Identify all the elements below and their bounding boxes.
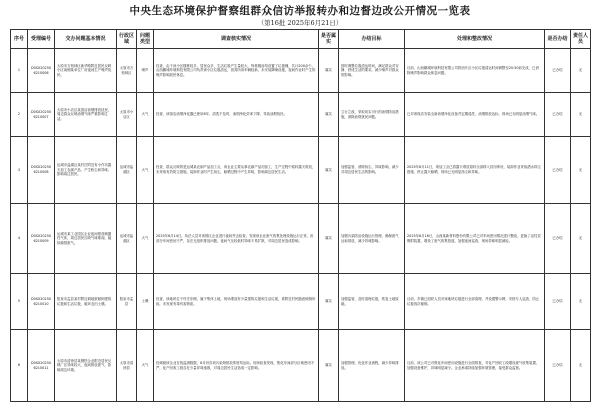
header-goal: 办结目标 [339, 30, 405, 49]
cell-seq: 4 [11, 204, 28, 274]
cell-done: 已办结 [545, 137, 571, 204]
cell-code: D0SX202506210011 [28, 330, 55, 402]
cell-done: 已办结 [545, 93, 571, 137]
cell-code: D0SX202506210009 [28, 204, 55, 274]
cell-goal: 加强管理，优化作业流程，减少异味排放。 [339, 330, 405, 402]
cell-category: 大气 [137, 93, 154, 137]
cell-owner: 无 [571, 93, 591, 137]
cell-category: 噪声 [137, 49, 154, 93]
header-category: 问题类型 [137, 30, 154, 49]
cell-code: D0SX202506210006 [28, 49, 55, 93]
cell-handling: 目前，该公司已对焦化车间密闭设施进行全面排查，对化产回收工段增设废气收集装置，加强设备维护，异味明显减少。企业承诺持续加强环境管理，接受群众监督。 [405, 330, 545, 402]
cell-verify: 经查，由于该小区楼栋较多，居民众多，生活垃圾产生量较大，每栋楼前均设置了垃圾桶，共计200余个。山西鹏城环境科技有限公司负责该小区垃圾清运，因其所用车辆较新，未安装降噪设施，夜间作业时产生的噪声影响居民休息。 [154, 49, 319, 93]
cell-handling: 已对该饭店安装全新油烟净化设备并定期清洗，油烟排放达标，现场已无明显油烟气味。 [405, 93, 545, 137]
cell-code: D0SX202506210010 [28, 274, 55, 330]
cell-handling: 2025年6月16日，山西某新材料股份有限公司已对车间密闭情况进行整改，更换了活性炭吸附装置，增设了废气收集管道，加强夜间巡查，现场异味明显减轻。 [405, 204, 545, 274]
cell-goal: 立行立改，采取切实可行的油烟防治措施，消除油烟扰民问题。 [339, 93, 405, 137]
cell-owner: 无 [571, 49, 591, 93]
complaint-table [10, 29, 591, 402]
cell-seq: 1 [11, 49, 28, 93]
cell-seq: 5 [11, 274, 28, 330]
cell-owner: 无 [571, 204, 591, 274]
cell-goal: 加强监管，消除扬尘、异味影响，减少对周边居民生活的影响。 [339, 137, 405, 204]
cell-is-true: 属实 [319, 137, 339, 204]
table-header-row [11, 30, 591, 49]
cell-code: D0SX202506210008 [28, 137, 55, 204]
table-row [11, 330, 591, 402]
cell-district: 运城市盐湖区 [117, 137, 137, 204]
cell-verify: 经查，群众反映的是运城某农副产品加工点，该企业主要从事农副产品初加工，生产过程中原料露天堆放，未采取有效防尘措施，装卸作业时产生扬尘，晾晒过程中产生异味，影响周边居民生活。 [154, 137, 319, 204]
cell-issue: 运城市某工业园区企业夜间排放刺激性气体，周边居民反映气味难闻，疑似偷排废气。 [55, 204, 117, 274]
cell-done: 已办结 [545, 330, 571, 402]
table-row [11, 274, 591, 330]
cell-category: 大气 [137, 204, 154, 274]
table-row [11, 137, 591, 204]
cell-goal: 按时调整垃圾清运时间，满足群众对安静、舒适生活的要求。减少噪声对群众的影响。 [339, 49, 405, 93]
header-is-true: 是否属实 [319, 30, 339, 49]
cell-is-true: 属实 [319, 204, 339, 274]
cell-handling: 目前，山西鹏城环境科技有限公司将西片区小区垃圾清运时间调整至20:30前完成，已消除噪声影响群众休息问题。 [405, 49, 545, 93]
header-done: 是否办结 [545, 30, 571, 49]
cell-is-true: 属实 [319, 330, 339, 402]
header-seq: 序号 [11, 30, 28, 49]
cell-seq: 6 [11, 330, 28, 402]
cell-category: 大气 [137, 330, 154, 402]
cell-seq: 2 [11, 93, 28, 137]
cell-handling: 2025年6月11日，该加工点已将露天堆放原料全部移入封闭库房，装卸作业采取洒水抑尘措施，停止露天晾晒，现场已无明显扬尘和异味。 [405, 137, 545, 204]
cell-issue: 太原市万柏林区新华路附近居民反映小区南侧某单位厂房夜间生产噪声扰民。 [55, 49, 117, 93]
header-district: 行政区域 [117, 30, 137, 49]
cell-is-true: 属实 [319, 274, 339, 330]
cell-district: 太原市清徐县 [117, 330, 137, 402]
cell-seq: 3 [11, 137, 28, 204]
cell-issue: 运城市盐湖区某村庄附近有小作坊露天加工农副产品，产生粉尘和异味，影响周边居民。 [55, 137, 117, 204]
cell-done: 已办结 [545, 274, 571, 330]
cell-verify: 经调阅该企业在线监测数据，6月份各项污染物排放浓度均达标。现场检查发现，焦化车间部分区域密闭不严，化产回收工段存在少量异味逸散，对周边居民生活造成一定影响。 [154, 330, 319, 402]
table-row [11, 204, 591, 274]
cell-verify: 经查，该饭店油烟净化器已使用6年，清洗不及时，油烟净化效率下降，导致油烟扰民。 [154, 93, 319, 137]
header-handling: 处理和整改情况 [405, 30, 545, 49]
cell-category: 土壤 [137, 274, 154, 330]
header-code: 受理编号 [28, 30, 55, 49]
cell-code: D0SX202506210007 [28, 93, 55, 137]
header-verify: 调查核实情况 [154, 30, 319, 49]
cell-owner: 无 [571, 330, 591, 402]
cell-done: 已办结 [545, 49, 571, 93]
cell-is-true: 属实 [319, 49, 339, 93]
cell-district: 阳泉市盂县 [117, 274, 137, 330]
cell-category: 大气 [137, 137, 154, 204]
table-row [11, 93, 591, 137]
cell-issue: 阳泉市盂县某村附近耕地被倾倒建筑垃圾和生活垃圾，破坏农田土壤。 [55, 274, 117, 330]
cell-verify: 经查，该地块位于村庄东侧，属于集体土地，现场堆放有少量建筑垃圾和生活垃圾，系附近村民随意倾倒所致，未发现有毒有害物质。 [154, 274, 319, 330]
document-title: 中央生态环境保护督察组群众信访举报转办和边督边改公开情况一览表 [129, 5, 471, 17]
cell-done: 已办结 [545, 204, 571, 274]
document-subtitle: （第16批 2025年6月21日） [257, 19, 343, 27]
cell-verify: 2025年6月14日，执法人员对该园区企业进行夜间突击检查，发现该企业废气收集处理设施运行正常，但部分车间密闭不严，存在无组织排放问题，夜间气压较低时异味不易扩散，对周边居民造成影响。 [154, 204, 319, 274]
header-owner: 责任人员 [571, 30, 591, 49]
table-row [11, 49, 591, 93]
cell-goal: 加强污染防治设施运行管理，确保废气达标排放，减少异味影响。 [339, 204, 405, 274]
cell-district: 运城市盐湖区 [117, 204, 137, 274]
header-issue: 交办问题基本情况 [55, 30, 117, 49]
cell-handling: 目前，乡镇已组织人员对该地块垃圾进行全部清理，并设置警示牌，安排专人巡查，防止垃圾再次倾倒。 [405, 274, 545, 330]
cell-goal: 加强监管，及时清理垃圾，恢复土地原貌。 [339, 274, 405, 330]
cell-owner: 无 [571, 137, 591, 204]
cell-is-true: 属实 [319, 93, 339, 137]
cell-district: 太原市万柏林区 [117, 49, 137, 93]
cell-issue: 太原市小店区某饭店油烟排放扰民，周边群众反映油烟气味严重影响生活。 [55, 93, 117, 137]
cell-owner: 无 [571, 274, 591, 330]
cell-district: 太原市小店区 [117, 93, 137, 137]
cell-issue: 太原市清徐县某钢铁企业附近居民反映厂区异味较大，夜间排放废气，影响周边环境。 [55, 330, 117, 402]
